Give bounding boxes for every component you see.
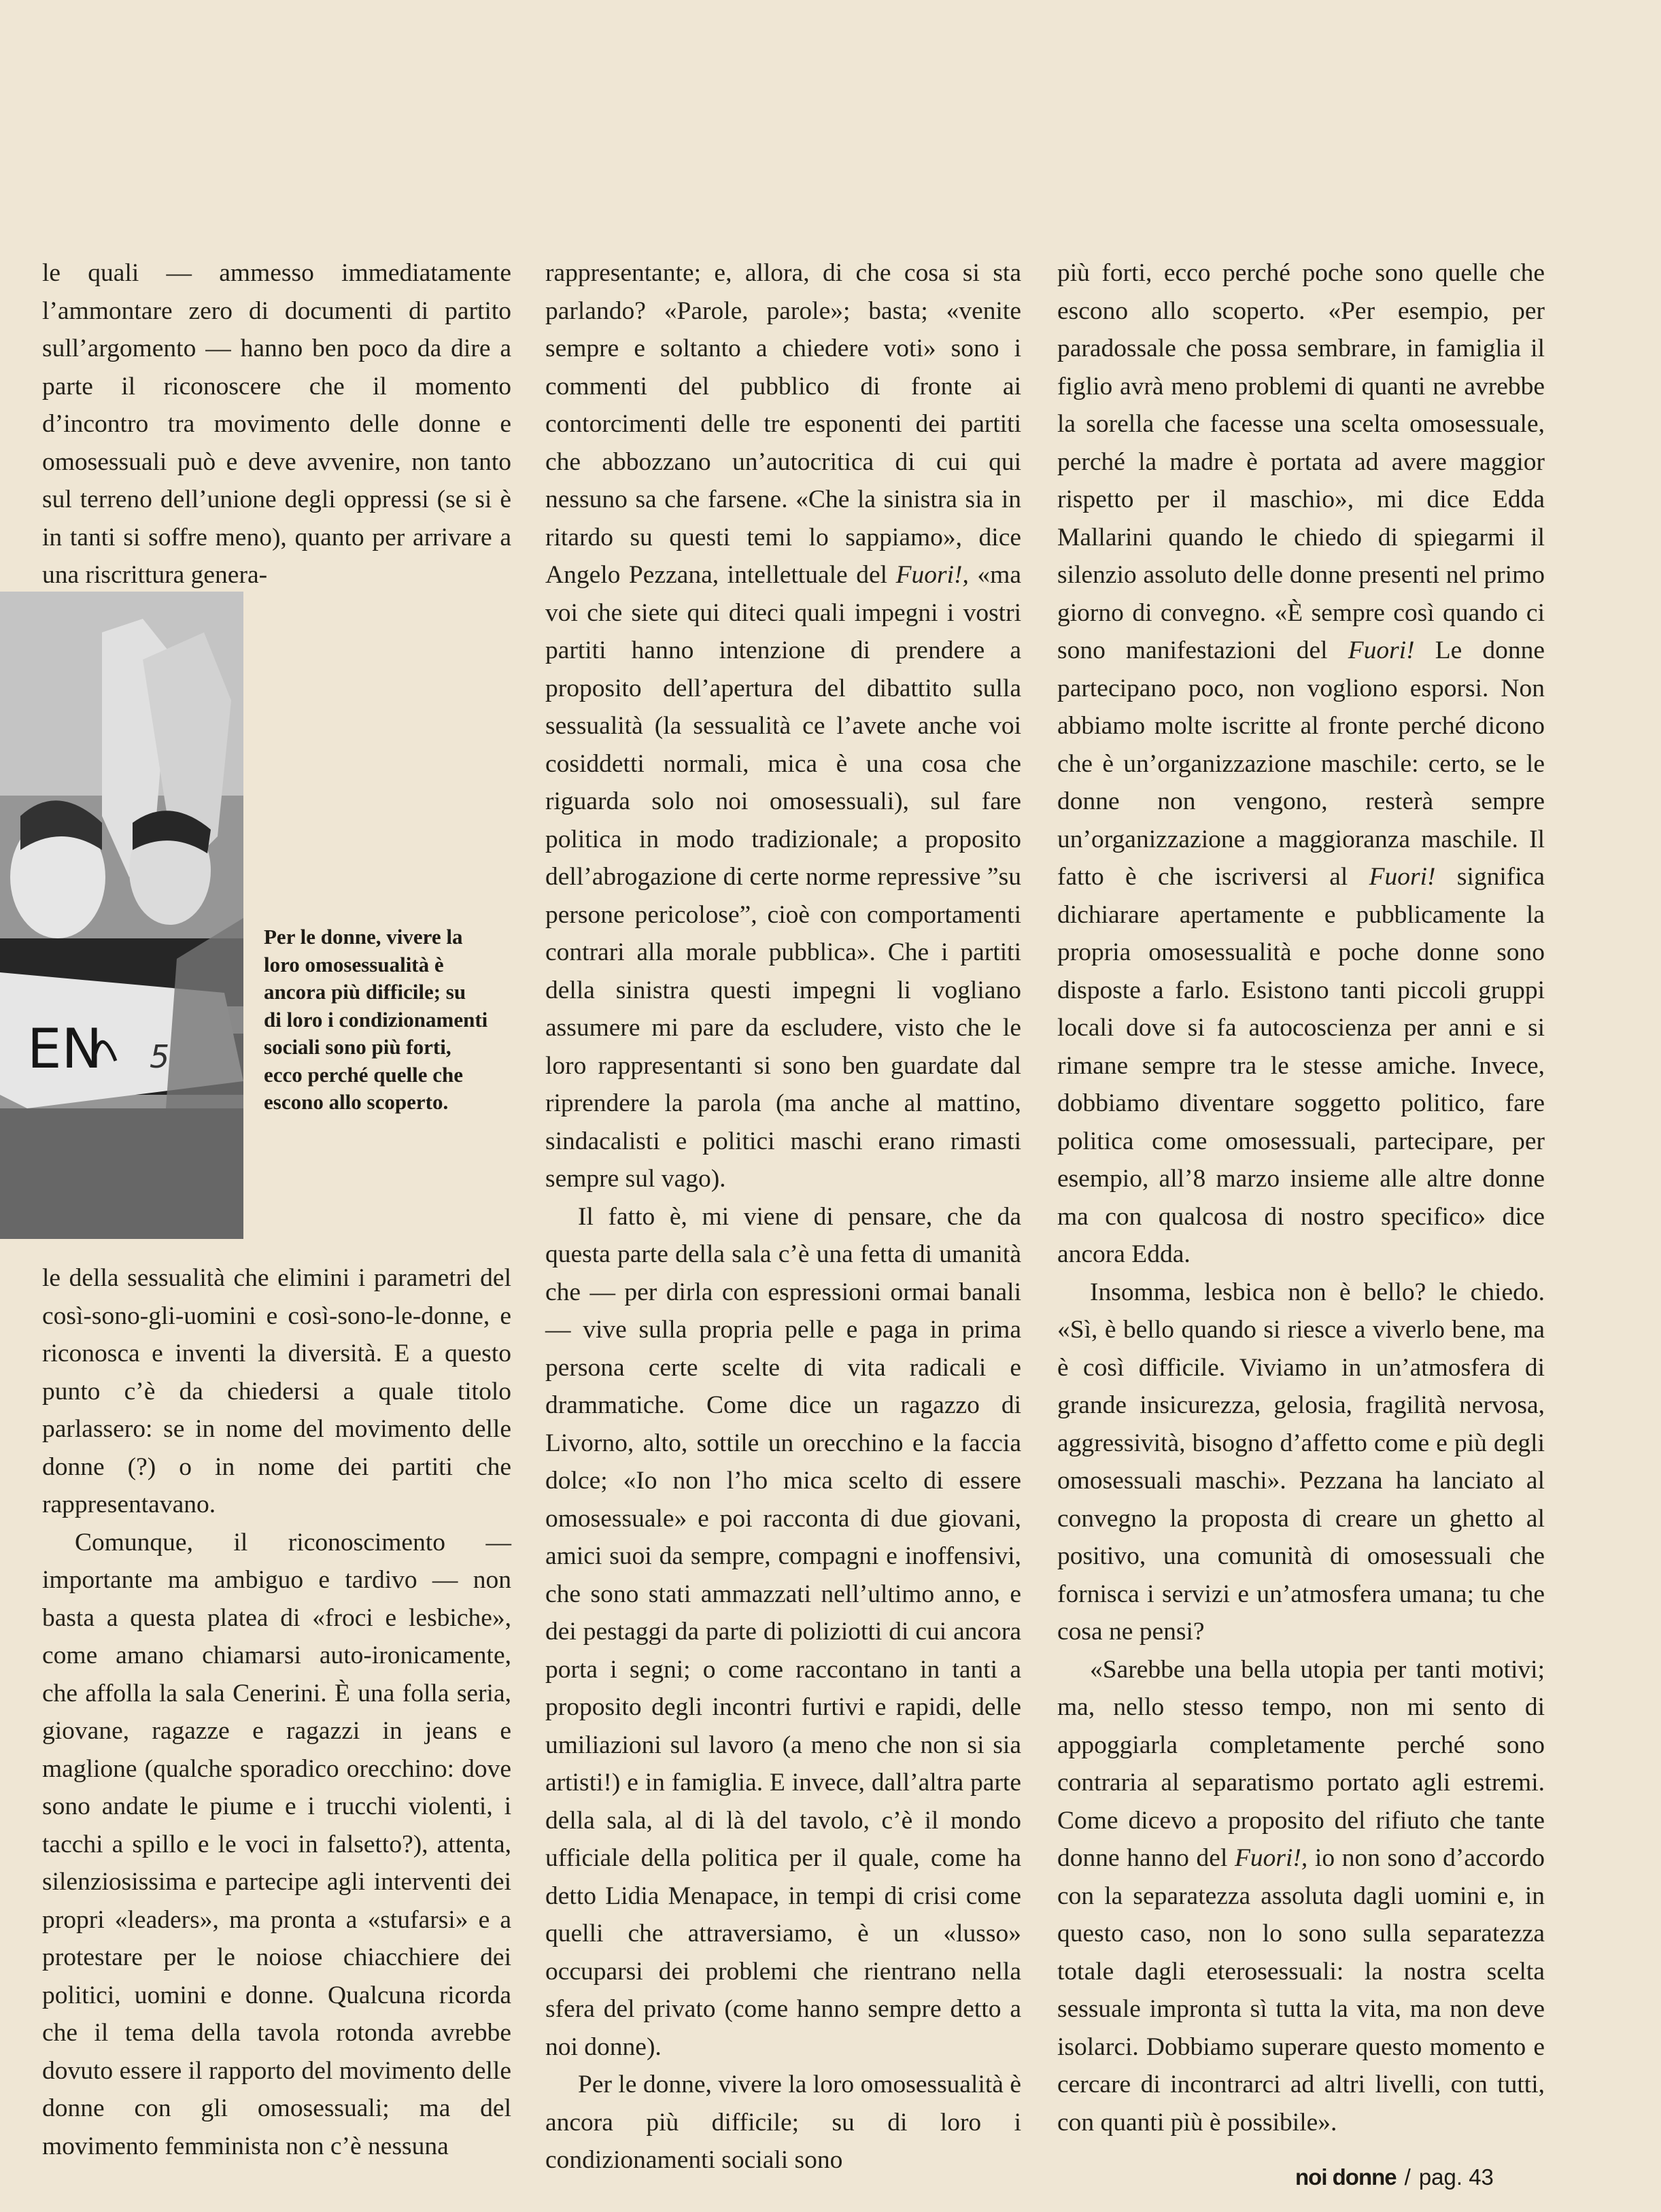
publication-name: Fuori!, — [895, 561, 969, 589]
page-number: pag. 43 — [1418, 2164, 1494, 2190]
publication-name: Fuori! — [1369, 863, 1436, 891]
paragraph: Comunque, il riconoscimento — importante ma ambiguo e tardivo — non basta a questa platea di «froci e lesbiche», come amano chiamarsi auto-ironicamente, che affolla la sala Cenerini. È una folla seria, giovane, ragazze e ragazzi in jeans e maglione (qualche sporadico orecchino: dove sono andate le piume e i trucchi violenti, i tacchi a spillo e le voci in falsetto?), attenta, silenziosissima e partecipe agli interventi dei propri «leaders», ma pronta a «stufarsi» e a protestare per le noiose chiacchiere dei politici, uomini e donne. Qualcuna ricorda che il tema della tavola rotonda avrebbe dovuto essere il rapporto del movimento delle donne con gli omosessuali; ma del movimento femminista non c’è nessuna — [42, 1528, 511, 2160]
paragraph: le della sessualità che elimini i parametri del così-sono-gli-uomini e così-sono-le-donne, e riconosca e inventi la diversità. E a questo punto c’è da chiedersi a quale titolo parlassero: se in nome del movimento delle donne (?) o in nome dei partiti che rappresentavano. — [42, 1264, 511, 1518]
publication-name: Fuori! — [1348, 636, 1415, 664]
svg-text:5: 5 — [150, 1038, 170, 1075]
paragraph: rappresentante; e, allora, di che cosa si sta parlando? «Parole, parole»; basta; «venite sempre e soltanto a chiedere voti» sono i commenti del pubblico di fronte ai contorcimenti delle tre esponenti dei partiti che abbozzano un’autocritica di cui qui nessuno sa che farsene. «Che la sinistra sia in ritardo su questi temi lo sappiamo», dice Angelo Pezzana, intellettuale del Fuori!, «ma voi che siete qui diteci quali impegni i vostri partiti hanno intenzione di prendere a proposito dell’apertura del dibattito sulla sessualità (la sessualità ce l’avete anche voi cosiddetti normali, mica è una cosa che riguarda solo noi omosessuali), sul fare politica in modo tradizionale; a proposito dell’abrogazione di certe norme repressive ”su persone pericolose”, cioè con comportamenti contrari alla morale pubblica». Che i partiti della sinistra questi impegni li vogliano assumere mi pare da escludere, visto che le loro rappresentanti si sono ben guardate dal riprendere la parola (ma anche al mattino, sindacalisti e politici maschi erano rimasti sempre sul vago). — [545, 259, 1021, 1193]
article-column-1-top — [42, 254, 511, 594]
paragraph: le quali — ammesso immediatamente l’ammontare zero di documenti di partito sull’argomento — hanno ben poco da dire a parte il riconoscere che il momento d’incontro tra movimento delle donne e omosessuali può e deve avvenire, non tanto sul terreno dell’unione degli oppressi (se si è in tanti si soffre meno), quanto per arrivare a una riscrittura genera- — [42, 259, 511, 589]
paragraph: Per le donne, vivere la loro omosessualità è ancora più difficile; su di loro i condizionamenti sociali sono — [545, 2071, 1021, 2174]
paragraph: Insomma, lesbica non è bello? le chiedo. «Sì, è bello quando si riesce a viverlo bene, ma è così difficile. Viviamo in un’atmosfera di grande insicurezza, gelosia, fragilità nervosa, aggressività, bisogno d’affetto come e più degli omosessuali maschi». Pezzana ha lanciato al convegno la proposta di creare un ghetto al positivo, una comunità di omosessuali che fornisca i servizi e un’atmosfera umana; tu che cosa ne pensi? — [1057, 1278, 1545, 1646]
photo-caption: Per le donne, vivere la loro omosessualità è ancora più difficile; su di loro i condizionamenti sociali sono più forti, ecco perché quelle che escono allo scoperto. — [264, 925, 488, 1114]
sign-text: EN — [27, 1017, 103, 1081]
article-photo — [0, 592, 243, 1239]
publication-name: Fuori!, — [1235, 1844, 1308, 1872]
footer-separator: / — [1404, 2164, 1411, 2190]
article-column-2 — [545, 254, 1021, 2179]
paragraph: «Sarebbe una bella utopia per tanti motivi; ma, nello stesso tempo, non mi sento di appoggiarla completamente perché sono contraria al separatismo portato agli estremi. Come dicevo a proposito del rifiuto che tante donne hanno del Fuori!, io non sono d’accordo con la separatezza assoluta dagli uomini e, in questo caso, non lo sono sulla separatezza totale dagli eterosessuali: la nostra scelta sessuale impronta sì tutta la vita, ma non deve isolarci. Dobbiamo superare questo momento e cercare di incontrarci ad altri livelli, con tutti, con quanti più è possibile». — [1057, 1655, 1545, 2137]
article-column-1-bottom — [42, 1259, 511, 2165]
paragraph: più forti, ecco perché poche sono quelle che escono allo scoperto. «Per esempio, per paradossale che possa sembrare, in famiglia il figlio avrà meno problemi di quanti ne avrebbe la sorella che facesse una scelta omosessuale, perché la madre è portata ad avere maggior rispetto per il maschio», mi dice Edda Mallarini quando le chiedo di spiegarmi il silenzio assoluto delle donne presenti nel primo giorno di convegno. «È sempre così quando ci sono manifestazioni del Fuori! Le donne partecipano poco, non vogliono esporsi. Non abbiamo molte iscritte al fronte perché dicono che è un’organizzazione maschile: certo, se le donne non vengono, resterà sempre un’organizzazione a maggioranza maschile. Il fatto è che iscriversi al Fuori! significa dichiarare apertamente e pubblicamente la propria omosessualità e poche donne sono disposte a farlo. Esistono tanti piccoli gruppi locali dove si fa autocoscienza per anni e si rimane sempre tra le stesse amiche. Invece, dobbiamo diventare soggetto politico, fare politica come omosessuali, partecipare, per esempio, all’8 marzo insieme alle altre donne ma con qualcosa di nostro specifico» dice ancora Edda. — [1057, 259, 1545, 1268]
magazine-brand: noi donne — [1295, 2164, 1397, 2190]
paragraph: Il fatto è, mi viene di pensare, che da questa parte della sala c’è una fetta di umanità che — per dirla con espressioni ormai banali — vive sulla propria pelle e paga in prima persona certe scelte di vita radicali e drammatiche. Come dice un ragazzo di Livorno, alto, sottile un orecchino e la faccia dolce; «Io non l’ho mica scelto di essere omosessuale» e poi racconta di due giovani, amici suoi da sempre, compagni e inoffensivi, che sono stati ammazzati nell’ultimo anno, e dei pestaggi da parte di poliziotti di cui ancora porta i segni; o come raccontano in tanti a proposito degli incontri furtivi e rapidi, delle umiliazioni sul lavoro (a meno che non si sia artisti!) e in famiglia. E invece, dall’altra parte della sala, al di là del tavolo, c’è il mondo ufficiale della politica per il quale, come ha detto Lidia Menapace, in tempi di crisi come quelli che attraversiamo, è un «lusso» occuparsi dei problemi che rientrano nella sfera del privato (come hanno sempre detto a noi donne). — [545, 1202, 1021, 2061]
article-column-3 — [1057, 254, 1545, 2141]
page-footer — [1295, 2164, 1494, 2190]
